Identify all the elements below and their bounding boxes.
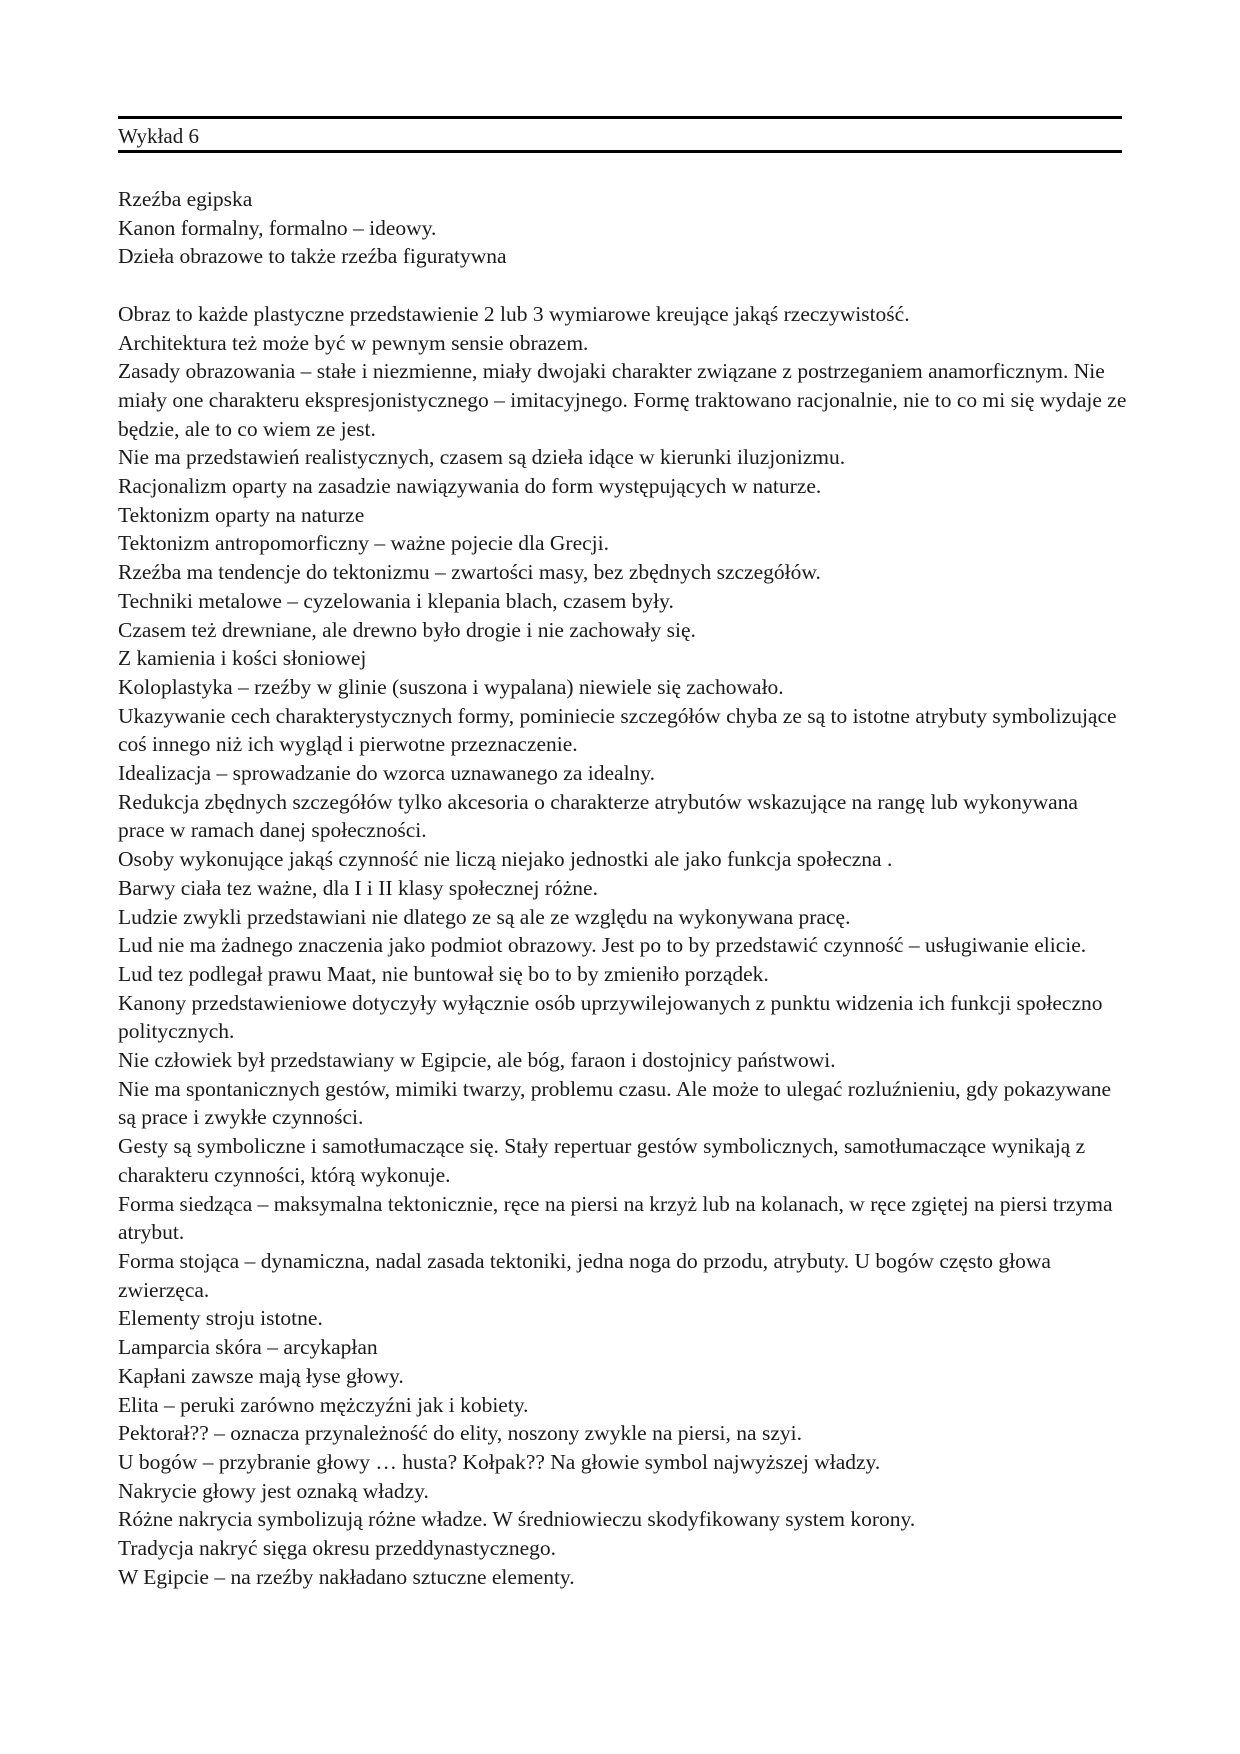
body-paragraph: Rzeźba ma tendencje do tektonizmu – zwartości masy, bez zbędnych szczegółów. [118,560,821,585]
intro-line: Rzeźba egipska [118,187,253,211]
body-paragraph: Osoby wykonujące jakąś czynność nie liczą niejako jednostki ale jako funkcja społeczna . [118,847,893,872]
page-title: Wykład 6 [118,124,199,148]
body-paragraph: Nie ma przedstawień realistycznych, czasem są dzieła idące w kierunki iluzjonizmu. [118,445,846,470]
body-paragraph: Kapłani zawsze mają łyse głowy. [118,1363,404,1388]
body-paragraph: Racjonalizm oparty na zasadzie nawiązywania do form występujących w naturze. [118,474,822,499]
body-paragraph: Różne nakrycia symbolizują różne władze. W średniowieczu skodyfikowany system korony. [118,1507,916,1532]
body-paragraph: Czasem też drewniane, ale drewno było drogie i nie zachowały się. [118,617,696,642]
body-paragraph: Tektonizm antropomorficzny – ważne pojecie dla Grecji. [118,531,610,556]
body-paragraph: Techniki metalowe – cyzelowania i klepania blach, czasem były. [118,588,674,613]
body-paragraph: Ukazywanie cech charakterystycznych formy, pominiecie szczegółów chyba ze są to istotne atrybuty symbolizujące coś innego niż ich wygląd i pierwotne przeznaczenie. [118,703,1117,757]
body-paragraph: Barwy ciała tez ważne, dla I i II klasy społecznej różne. [118,875,598,900]
body-paragraph: Architektura też może być w pewnym sensie obrazem. [118,330,589,355]
body-paragraph: Kanony przedstawieniowe dotyczyły wyłącznie osób uprzywilejowanych z punktu widzenia ich funkcji społeczno politycznych. [118,990,1103,1044]
body-paragraph: W Egipcie – na rzeźby nakładano sztuczne elementy. [118,1564,575,1589]
intro-line: Dzieła obrazowe to także rzeźba figuratywna [118,244,507,269]
body-paragraph: Z kamienia i kości słoniowej [118,646,367,671]
body-paragraph: Lud tez podlegał prawu Maat, nie buntował się bo to by zmieniło porządek. [118,961,769,986]
header-rule-top [118,116,1122,119]
body-paragraph: Zasady obrazowania – stałe i niezmienne, miały dwojaki charakter związane z postrzeganiem anamorficznym. Nie miały one charakteru ekspresjonistycznego – imitacyjnego. Formę traktowano racjonalnie, nie to co mi się wydaje ze będzie, ale to co wiem ze jest. [118,359,1127,441]
paragraph-gap [118,271,1128,300]
document-body [118,185,1128,1591]
body-paragraph: Forma siedząca – maksymalna tektonicznie, ręce na piersi na krzyż lub na kolanach, w ręce zgiętej na piersi trzyma atrybut. [118,1191,1113,1245]
body-paragraph: Elementy stroju istotne. [118,1306,323,1331]
body-paragraph: Ludzie zwykli przedstawiani nie dlatego ze są ale ze względu na wykonywana pracę. [118,904,851,929]
body-paragraph: Nakrycie głowy jest oznaką władzy. [118,1478,429,1503]
body-paragraph: Gesty są symboliczne i samotłumaczące się. Stały repertuar gestów symbolicznych, samotłumaczące wynikają z charakteru czynności, którą wykonuje. [118,1134,1086,1187]
body-paragraph: Forma stojąca – dynamiczna, nadal zasada tektoniki, jedna noga do przodu, atrybuty. U bogów często głowa zwierzęca. [118,1249,1051,1302]
body-paragraph: Idealizacja – sprowadzanie do wzorca uznawanego za idealny. [118,761,656,786]
body-paragraph: Lamparcia skóra – arcykapłan [118,1335,378,1360]
body-paragraph: Tektonizm oparty na naturze [118,502,365,527]
header-rule-bottom [118,150,1122,153]
body-paragraph: Pektorał?? – oznacza przynależność do elity, noszony zwykle na piersi, na szyi. [118,1421,802,1446]
body-paragraph: Koloplastyka – rzeźby w glinie (suszona i wypalana) niewiele się zachowało. [118,674,784,699]
intro-line: Kanon formalny, formalno – ideowy. [118,215,437,240]
body-paragraph: Nie człowiek był przedstawiany w Egipcie, ale bóg, faraon i dostojnicy państwowi. [118,1048,836,1073]
body-paragraph: Obraz to każde plastyczne przedstawienie 2 lub 3 wymiarowe kreujące jakąś rzeczywistość. [118,301,910,326]
body-paragraph: Redukcja zbędnych szczegółów tylko akcesoria o charakterze atrybutów wskazujące na rangę lub wykonywana prace w ramach danej społeczności. [118,789,1078,843]
body-paragraph: Nie ma spontanicznych gestów, mimiki twarzy, problemu czasu. Ale może to ulegać rozluźnieniu, gdy pokazywane są prace i zwykłe czynności. [118,1076,1112,1130]
body-paragraph: Lud nie ma żadnego znaczenia jako podmiot obrazowy. Jest po to by przedstawić czynność – usługiwanie elicie. [118,933,1087,958]
body-paragraph: Tradycja nakryć sięga okresu przeddynastycznego. [118,1536,557,1561]
body-paragraph: U bogów – przybranie głowy … husta? Kołpak?? Na głowie symbol najwyższej władzy. [118,1449,881,1474]
body-paragraph: Elita – peruki zarówno mężczyźni jak i kobiety. [118,1392,529,1417]
